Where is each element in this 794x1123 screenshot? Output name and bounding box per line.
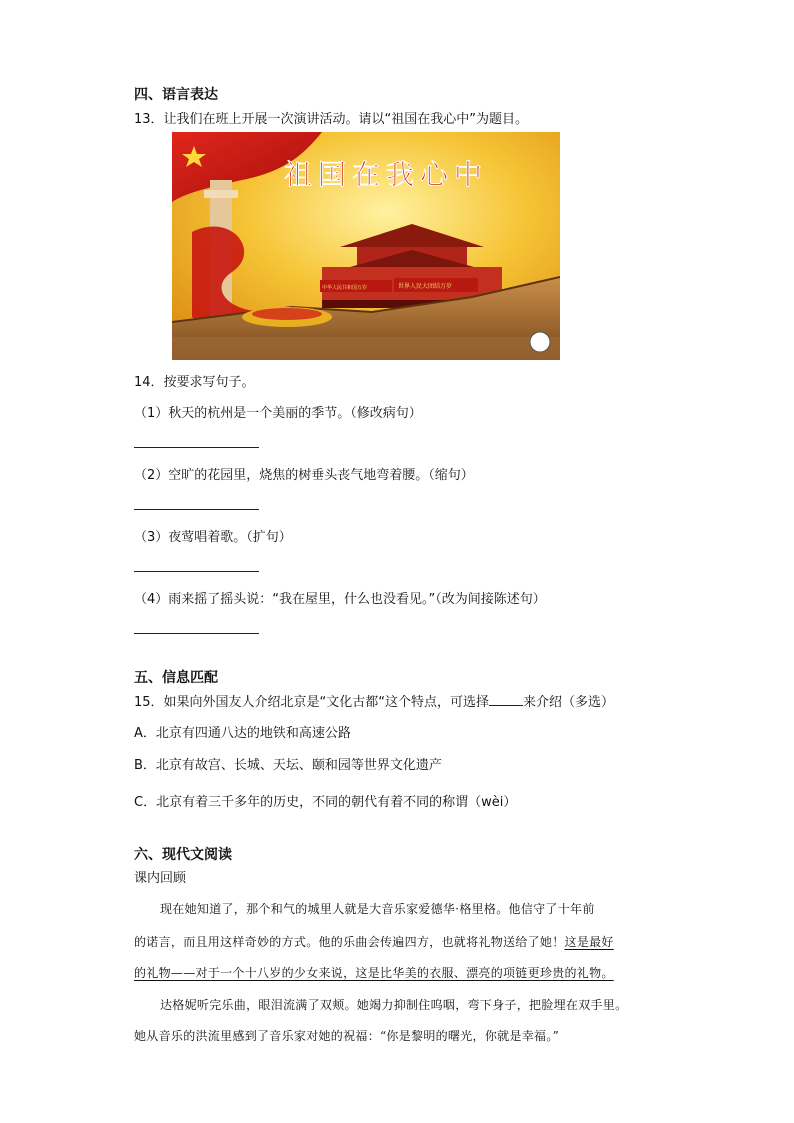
passage-p2-line1: 达格妮听完乐曲，眼泪流满了双颊。她竭力抑制住呜咽，弯下身子，把脸埋在双手里。 <box>160 998 628 1012</box>
section-subtitle: 课内回顾 <box>134 871 187 886</box>
passage-p2-line2: 她从音乐的洪流里感到了音乐家对她的祝福：“你是黎明的曙光，你就是幸福。” <box>134 1029 560 1043</box>
question-14: 14．按要求写句子。 <box>134 375 255 390</box>
answer-line-3[interactable] <box>134 571 259 572</box>
q15-text-before: 15．如果向外国友人介绍北京是“文化古都“这个特点，可选择 <box>134 695 490 710</box>
q14-item-1: （1）秋天的杭州是一个美丽的季节。（修改病句） <box>134 406 422 421</box>
poster-title: 祖国在我心中 <box>284 158 489 191</box>
q15-option-b: B．北京有故宫、长城、天坛、颐和园等世界文化遗产 <box>134 758 442 773</box>
q15-text-after: 来介绍（多选） <box>523 695 615 710</box>
poster-banner-left: 中华人民共和国万岁 <box>322 285 368 291</box>
passage-p1-line2 <box>134 933 614 950</box>
section5-title-text: 五、信息匹配 <box>134 670 218 686</box>
answer-line-2[interactable] <box>134 509 259 510</box>
section-title-reading: 六、现代文阅读 <box>134 847 232 863</box>
section-title-language: 四、语言表达 <box>134 87 218 103</box>
question-13: 13．让我们在班上开展一次演讲活动。请以“祖国在我心中”为题目。 <box>134 112 529 127</box>
passage-p1-line1: 现在她知道了，那个和气的城里人就是大音乐家爱德华·格里格。他信守了十年前 <box>160 902 595 916</box>
p1-line2-underlined: 这是最好 <box>564 935 614 949</box>
q14-item-2: （2）空旷的花园里，烧焦的树垂头丧气地弯着腰。（缩句） <box>134 468 474 483</box>
q14-item-3: （3）夜莺唱着歌。（扩句） <box>134 530 292 545</box>
poster-illustration <box>172 132 560 360</box>
poster-banner-right: 世界人民大团结万岁 <box>398 283 453 290</box>
q15-blank[interactable] <box>489 693 523 706</box>
question-15 <box>134 691 614 710</box>
q14-item-4: （4）雨来摇了摇头说：“我在屋里，什么也没看见。”（改为间接陈述句） <box>134 592 546 607</box>
p1-line2-plain: 的诺言，而且用这样奇妙的方式。他的乐曲会传遍四方，也就将礼物送给了她！ <box>134 935 565 949</box>
answer-line-1[interactable] <box>134 447 259 448</box>
q15-option-a: A．北京有四通八达的地铁和高速公路 <box>134 726 351 741</box>
answer-line-4[interactable] <box>134 633 259 634</box>
section-title-info-match <box>134 667 218 687</box>
passage-p1-line3-underlined: 的礼物——对于一个十八岁的少女来说，这是比华美的衣服、漂亮的项链更珍贵的礼物。 <box>134 966 614 980</box>
q15-option-c: C．北京有着三千多年的历史，不同的朝代有着不同的称谓（wèi） <box>134 795 517 810</box>
poster-image <box>172 132 560 360</box>
